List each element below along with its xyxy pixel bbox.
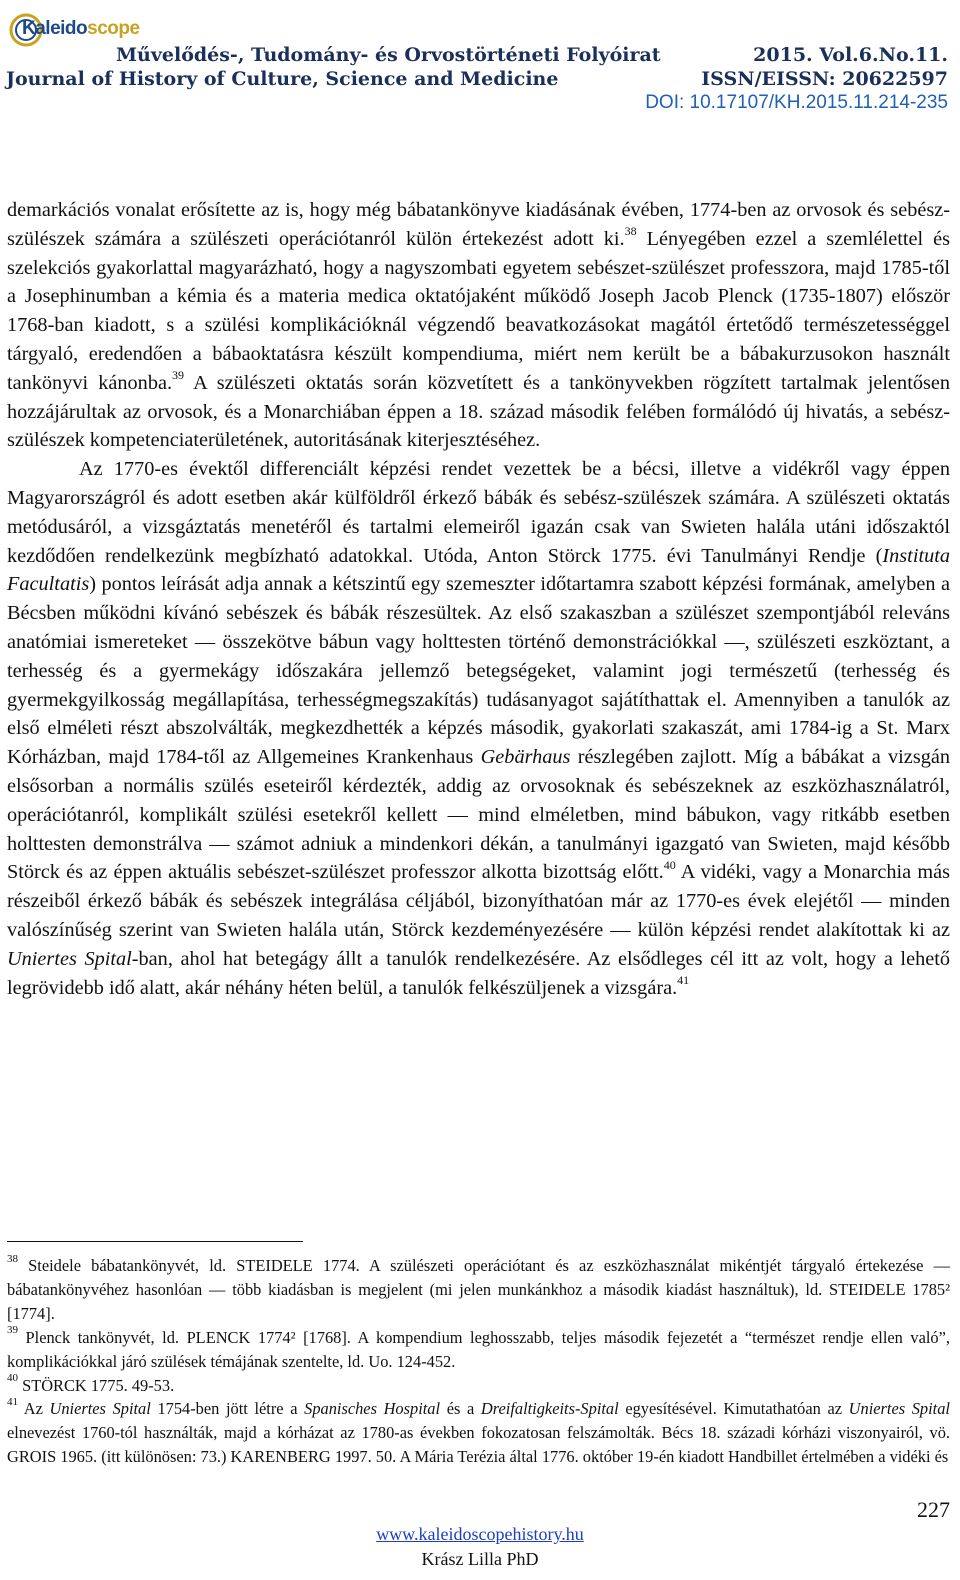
author-name: Krász Lilla PhD: [421, 1549, 539, 1569]
website-link[interactable]: www.kaleidoscopehistory.hu: [376, 1524, 584, 1544]
footnote-divider: [7, 1241, 303, 1242]
page-number: 227: [917, 1497, 950, 1522]
journal-title-english: Journal of History of Culture, Science and Medicine: [6, 68, 559, 90]
footnote-38: $^{38}$ Steidele bábatankönyvét, ld. STEIDELE 1774. A szülészeti operációtant és az eszközhasználat mikéntjét tárgyaló értekezése — bábatankönyvéhez hasonlóan — több kiadásban is megjelent (mi jelen munkánkhoz a második kiadást használtuk), ld. STEIDELE 1785² [1774].: [7, 1252, 950, 1323]
body-paragraph-1: demarkációs vonalat erősítette az is, hogy még bábatankönyve kiadásának évében, 1774-ben az orvosok és sebész-szülészek számára a szülészeti operációtanról külön értekezést adott ki.$^{38}$ Lényegében ezzel a szemlélettel és szelekciós gyakorlattal magyarázható, hogy a nagyszombati egyetem sebészet-szülészet professzora, majd 1785-től a Josephinumban a kémia és a materia medica oktatójaként működő Joseph Jacob Plenck (1735-1807) először 1768-ban kiadott, s a szülési komplikációknál végzendő beavatkozásokat magától értetődő természetességgel tárgyaló, eredendően a bábaoktatásra készült kompendiuma, miért nem került be a bábakurzusokon használt tankönyvi kánonba.$^{39}$ A szülészeti oktatás során közvetített és a tankönyvekben rögzített tartalmak jelentősen hozzájárultak az orvosok, és a Monarchiában éppen a 18. század második felében formálódó új hivatás, a sebész-szülészek kompetenciaterületének, autoritásának kiterjesztéséhez.: [7, 199, 950, 452]
article-body: [7, 196, 950, 1002]
footnote-40: $^{40}$ STÖRCK 1775. 49-53.: [7, 1372, 175, 1395]
footnote-ref-38: 38: [624, 224, 637, 239]
body-paragraph-2: Az 1770-es évektől differenciált képzési rendet vezettek be a bécsi, illetve a vidékről vagy éppen Magyarországról és adott esetben akár külföldről érkező bábák és sebész-szülészek számára. A szülészeti oktatás metódusáról, a vizsgáztatás menetéről és tartalmi elemeiről igazán csak van Swieten halála utáni időszaktól kezdődően rendelkezünk megbízható adatokkal. Utóda, Anton Störck 1775. évi Tanulmányi Rendje (Instituta Facultatis) pontos leírását adja annak a kétszintű egy szemeszter időtartamra szabott képzési formának, amelyben a Bécsben működni kívánó sebészek és bábák részesültek. Az első szakaszban a szülészet szempontjából releváns anatómiai ismereteket — összekötve bábun vagy holttesten történő demonstrációkkal —, szülészeti eszköztant, a terhesség és a gyermekágy időszakára jellemző betegségeket, valamint jogi természetű (terhesség és gyermekgyilkosság megállapítása, terhességmegszakítás) tudásanyagot sajátíthattak el. Amennyiben a tanulók az első elméleti részt abszolválták, megkezdhették a képzés második, gyakorlati szakaszát, ami 1784-ig a St. Marx Kórházban, majd 1784-től az Allgemeines Krankenhaus Gebärhaus részlegében zajlott. Míg a bábákat a vizsgán elsősorban a normális szülés eseteiről kérdezték, addig az orvosoknak és sebészeknek az eszközhasználatról, operációtanról, komplikált szülési esetekről kellett — mind elméletben, mind bábukon, vagy ritkább esetben holttesten demonstrálva — számot adniuk a mindenkori dékán, a tanulmányi igazgató van Swieten, majd később Störck és az éppen aktuális sebészet-szülészet professzor alkotta bizottság előtt.$^{40}$ A vidéki, vagy a Monarchia más részeiből érkező bábák és sebészek integrálása céljából, bizonyíthatóan már az 1770-es évek elejétől — minden valószínűség szerint van Swieten halála után, Störck kezdeményezésére — külön képzési rendet alakítottak ki az Uniertes Spital-ban, ahol hat betegágy állt a tanulók rendelkezésére. Az elsődleges cél itt az volt, hogy a lehető legrövidebb idő alatt, akár néhány héten belül, a tanulók felkészüljenek a vizsgára.$^{41}$: [7, 458, 950, 999]
kaleidoscope-logo: [6, 6, 140, 50]
article-doi: DOI: 10.17107/KH.2015.11.214-235: [645, 92, 948, 113]
journal-header: [0, 0, 960, 120]
logo-text: Kaleidoscope: [22, 18, 140, 39]
footnote-ref-40: 40: [663, 857, 676, 872]
journal-volume: 2015. Vol.6.No.11.: [753, 44, 948, 66]
footnote-ref-39: 39: [172, 368, 185, 383]
footnotes-section: [7, 1254, 950, 1469]
journal-title-hungarian: Művelődés-, Tudomány- és Orvostörténeti Folyóirat: [116, 44, 661, 66]
footnote-41: $^{41}$ Az Uniertes Spital 1754-ben jött létre a Spanisches Hospital és a Dreifaltigkeits-Spital egyesítésével. Kimutathatóan az Uniertes Spital elnevezést 1760-tól használták, majd a kórházat az 1780-as években fokozatosan felszámolták. Bécs 18. századi kórházi viszonyairól, vö. GROIS 1965. (itt különösen: 73.) KARENBERG 1997. 50. A Mária Terézia által 1776. október 19-én kiadott Handbillet értelmében a vidéki és: [7, 1395, 950, 1467]
footnote-39: $^{39}$ Plenck tankönyvét, ld. PLENCK 1774² [1768]. A kompendium leghosszabb, teljes második fejezetét a “természet rendje ellen való”, komplikációkkal járó szülések témájának szentelte, ld. Uo. 124-452.: [7, 1324, 950, 1371]
journal-issn: ISSN/EISSN: 20622597: [701, 68, 948, 90]
footnote-ref-41: 41: [677, 972, 690, 987]
